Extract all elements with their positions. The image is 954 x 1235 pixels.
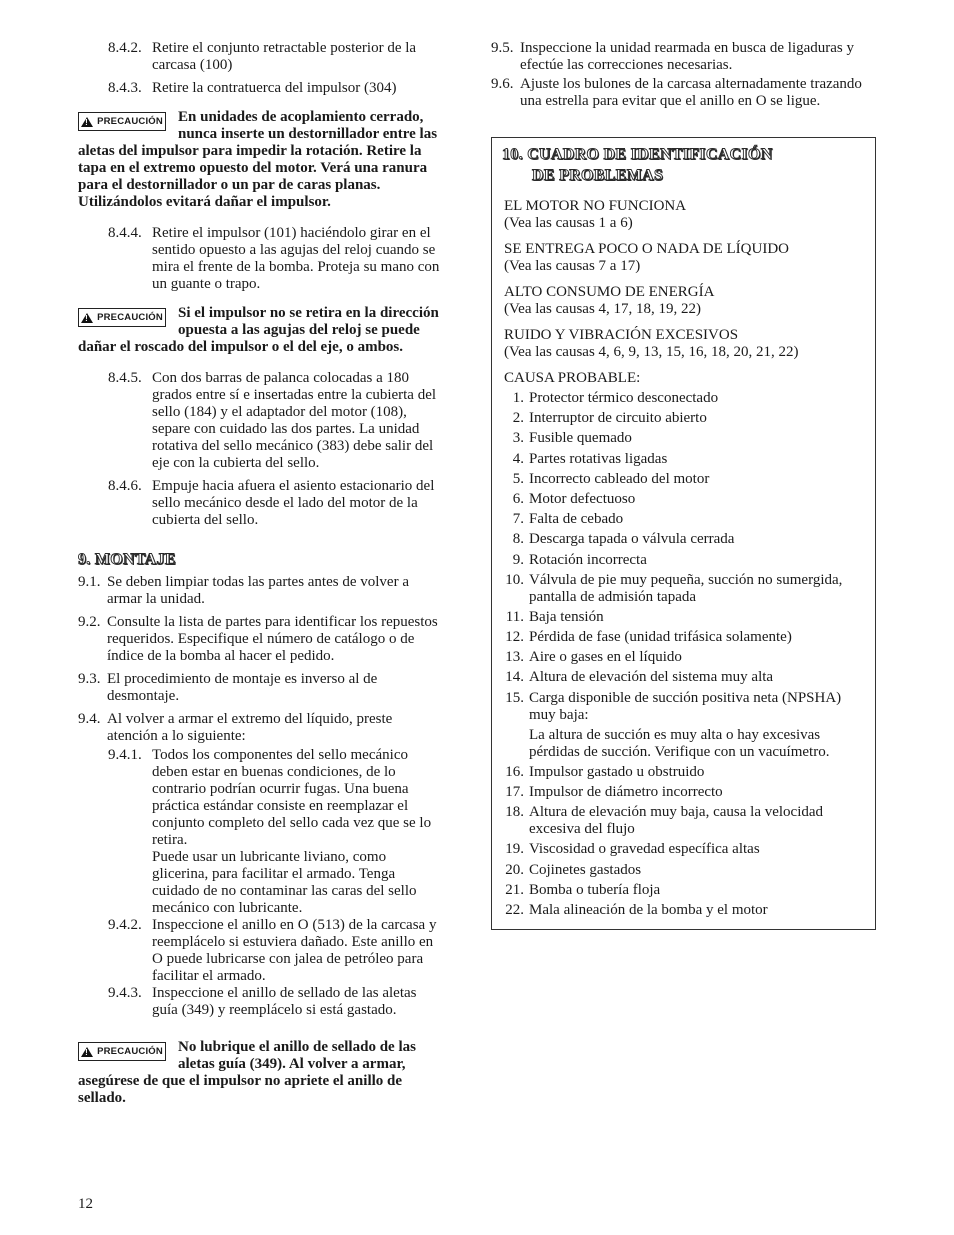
cause-number: 13. (505, 649, 524, 666)
cause-item (502, 764, 865, 781)
cause-text: Fusible quemado (529, 430, 632, 447)
cause-number: 15. (505, 689, 524, 706)
cause-number: 21. (505, 881, 524, 898)
step-number: 8.4.3. (108, 80, 142, 96)
step-9-1 (78, 574, 444, 608)
troubleshooting-table (491, 137, 876, 930)
step-text: Todos los componentes del sello mecánico deben estar en buenas condiciones, de lo contrario podrían ocurrir fugas. Una buena práctica estándar consiste en reemplazar el conjunto completo del sello cada vez que se lo retira. (152, 747, 432, 848)
cause-text: Incorrecto cableado del motor (529, 470, 710, 487)
cause-item (502, 531, 865, 548)
cause-text: Interruptor de circuito abierto (529, 410, 707, 427)
cause-text: Bomba o tubería floja (529, 881, 661, 898)
cause-number: 20. (505, 861, 524, 878)
step-number: 9.4.2. (108, 917, 142, 933)
step-number: 9.3. (78, 671, 101, 687)
step-9-5 (491, 40, 876, 74)
cause-item (502, 390, 865, 407)
cause-text: Válvula de pie muy pequeña, succión no sumergida, pantalla de admisión tapada (529, 571, 843, 605)
symptom-groups (502, 198, 865, 361)
cause-item (502, 882, 865, 899)
symptom-causes-ref: (Vea las causas 4, 17, 18, 19, 22) (504, 301, 702, 317)
cause-number: 19. (505, 841, 524, 858)
step-number: 8.4.2. (108, 40, 142, 56)
section-title-montaje: 9. MONTAJE (78, 551, 176, 568)
caution-block-2 (78, 305, 444, 356)
cause-text: Partes rotativas ligadas (529, 450, 668, 467)
cause-number: 14. (505, 669, 524, 686)
cause-number: 8. (512, 531, 524, 548)
caution-text: No lubrique el anillo de sellado de las aletas guía (349). Al volver a armar, asegúrese de que el impulsor no apriete el anillo de sellado. (78, 1039, 416, 1106)
cause-text: Rotación incorrecta (529, 551, 647, 568)
cause-text: Motor defectuoso (529, 490, 636, 507)
cause-text: Descarga tapada o válvula cerrada (529, 531, 735, 548)
step-number: 9.4. (78, 711, 101, 727)
cause-number: 1. (512, 390, 524, 406)
step-number: 8.4.6. (108, 478, 142, 494)
step-text: Con dos barras de palanca colocadas a 180 grados entre sí e insertadas entre la cubierta del sello (184) y el adaptador del motor (108), separe con cuidado las dos partes. La unidad rotativa del sello mecánico (383) debe salir del eje con la cubierta del sello. (152, 370, 437, 471)
cause-item (502, 451, 865, 468)
right-column (491, 40, 876, 116)
cause-item (502, 669, 865, 686)
cause-item (502, 690, 865, 761)
cause-number: 5. (512, 470, 524, 487)
cause-text: Falta de cebado (529, 511, 624, 528)
cause-text: Viscosidad o gravedad específica altas (529, 841, 760, 858)
symptom-title: ALTO CONSUMO DE ENERGÍA (504, 284, 715, 300)
caution-text: Si el impulsor no se retira en la dirección opuesta a las agujas del reloj se puede dañar el roscado del impulsor o el del eje, o ambos. (78, 305, 439, 355)
cause-item (502, 804, 865, 838)
section-title-line-2: DE PROBLEMAS (532, 167, 664, 184)
step-number: 8.4.5. (108, 370, 142, 386)
step-text: Empuje hacia afuera el asiento estacionario del sello mecánico desde el lado del motor de la cubierta del sello. (152, 478, 435, 528)
cause-text: Impulsor gastado u obstruido (529, 763, 705, 780)
step-text: Se deben limpiar todas las partes antes de volver a armar la unidad. (107, 574, 409, 607)
step-number: 9.4.3. (108, 985, 142, 1001)
probable-cause-label: CAUSA PROBABLE: (504, 370, 641, 386)
cause-item (502, 430, 865, 447)
step-9-4 (78, 711, 444, 745)
cause-text: Protector térmico desconectado (529, 390, 719, 406)
cause-item (502, 649, 865, 666)
cause-item (502, 410, 865, 427)
section-title-line-1: 10. CUADRO DE IDENTIFICACIÓN (502, 146, 773, 163)
symptom-causes-ref: (Vea las causas 7 a 17) (504, 258, 641, 274)
caution-badge-label: PRECAUCIÓN (97, 1046, 163, 1057)
symptom-causes-ref: (Vea las causas 4, 6, 9, 13, 15, 16, 18, 20, 21, 22) (504, 344, 799, 360)
step-text: Consulte la lista de partes para identificar los repuestos requeridos. Especifique el número de catálogo o de índice de la bomba al hacer el pedido. (107, 614, 438, 664)
cause-number: 7. (512, 511, 524, 528)
step-number: 9.6. (491, 76, 514, 92)
caution-badge (78, 112, 166, 131)
cause-item (502, 784, 865, 801)
step-text: Al volver a armar el extremo del líquido, preste atención a lo siguiente: (107, 711, 393, 744)
caution-block-3 (78, 1039, 444, 1107)
step-9-3 (78, 671, 444, 705)
step-8-4-5 (78, 370, 444, 472)
cause-text: Altura de elevación del sistema muy alta (529, 669, 774, 686)
step-number: 9.2. (78, 614, 101, 630)
step-9-2 (78, 614, 444, 665)
symptom-title: EL MOTOR NO FUNCIONA (504, 198, 687, 214)
symptom-group (502, 327, 865, 361)
warning-triangle-icon (81, 117, 93, 127)
cause-item (502, 862, 865, 879)
cause-number: 18. (505, 804, 524, 821)
cause-item (502, 609, 865, 626)
cause-number: 2. (512, 410, 524, 427)
cause-item (502, 902, 865, 919)
cause-list (502, 390, 865, 919)
symptom-group (502, 198, 865, 232)
caution-badge (78, 308, 166, 327)
warning-triangle-icon (81, 1047, 93, 1057)
caution-badge (78, 1042, 166, 1061)
symptom-group (502, 284, 865, 318)
step-text: Ajuste los bulones de la carcasa alternadamente trazando una estrella para evitar que el anillo en O se ligue. (520, 76, 862, 109)
left-column (78, 40, 444, 1121)
step-number: 8.4.4. (108, 225, 142, 241)
step-text: El procedimiento de montaje es inverso al de desmontaje. (107, 671, 378, 704)
cause-number: 9. (512, 551, 524, 568)
cause-number: 12. (505, 629, 524, 646)
cause-item (502, 471, 865, 488)
cause-text: Cojinetes gastados (529, 861, 642, 878)
cause-number: 10. (505, 571, 524, 588)
step-text-continued: Puede usar un lubricante liviano, como glicerina, para facilitar el armado. Tenga cuidado de no contaminar las caras del sello mecánico con lubricante. (152, 849, 417, 916)
step-8-4-6 (78, 478, 444, 529)
symptom-title: RUIDO Y VIBRACIÓN EXCESIVOS (504, 327, 739, 343)
cause-number: 16. (505, 763, 524, 780)
step-text: Retire el conjunto retractable posterior de la carcasa (100) (152, 40, 417, 73)
cause-number: 6. (512, 490, 524, 507)
step-number: 9.1. (78, 574, 101, 590)
step-8-4-4 (78, 225, 444, 293)
cause-number: 4. (512, 450, 524, 467)
cause-number: 17. (505, 784, 524, 800)
step-9-4-2 (78, 917, 444, 985)
cause-item (502, 511, 865, 528)
step-text: Retire el impulsor (101) haciéndolo girar en el sentido opuesto a las agujas del reloj cuando se mira el frente de la bomba. Proteja su mano con un guante o trapo. (152, 225, 440, 292)
step-8-4-2 (78, 40, 444, 74)
cause-text: Baja tensión (529, 608, 604, 625)
cause-item (502, 629, 865, 646)
cause-text: Carga disponible de succión positiva neta (NPSHA) muy baja: (529, 689, 842, 723)
cause-text: Aire o gases en el líquido (529, 649, 682, 666)
step-number: 9.4.1. (108, 747, 142, 763)
step-text: Inspeccione el anillo de sellado de las aletas guía (349) y reemplácelo si está gastado. (152, 985, 417, 1018)
caution-text: En unidades de acoplamiento cerrado, nunca inserte un destornillador entre las aletas del impulsor para impedir la rotación. Retire la tapa en el extremo opuesto del motor. Verá una ranura para el destornillador o un par de caras planas. Utilizándolos evitará dañar el impulsor. (78, 109, 438, 210)
step-8-4-3 (78, 80, 444, 97)
cause-item (502, 552, 865, 569)
step-9-4-3 (78, 985, 444, 1019)
warning-triangle-icon (81, 313, 93, 323)
cause-item (502, 841, 865, 858)
cause-number: 22. (505, 901, 524, 918)
cause-number: 11. (505, 608, 524, 625)
symptom-causes-ref: (Vea las causas 1 a 6) (504, 215, 633, 231)
symptom-group (502, 241, 865, 275)
step-number: 9.5. (491, 40, 514, 56)
cause-number: 3. (512, 430, 524, 447)
step-9-6 (491, 76, 876, 110)
cause-text: Altura de elevación muy baja, causa la velocidad excesiva del flujo (529, 804, 824, 838)
step-text: Retire la contratuerca del impulsor (304) (152, 80, 397, 96)
page-number: 12 (78, 1196, 93, 1212)
symptom-title: SE ENTREGA POCO O NADA DE LÍQUIDO (504, 241, 789, 257)
step-9-4-1 (78, 747, 444, 917)
caution-badge-label: PRECAUCIÓN (97, 116, 163, 127)
cause-text: Mala alineación de la bomba y el motor (529, 901, 768, 918)
cause-detail: La altura de succión es muy alta o hay excesivas pérdidas de succión. Verifique con un vacuímetro. (529, 726, 830, 760)
step-text: Inspeccione el anillo en O (513) de la carcasa y reemplácelo si estuviera dañado. Este anillo en O puede lubricarse con jalea de petróleo para facilitar el armado. (152, 917, 437, 984)
caution-badge-label: PRECAUCIÓN (97, 312, 163, 323)
caution-block-1 (78, 109, 444, 211)
step-text: Inspeccione la unidad rearmada en busca de ligaduras y efectúe las correcciones necesarias. (520, 40, 855, 73)
cause-item (502, 572, 865, 606)
cause-text: Pérdida de fase (unidad trifásica solamente) (529, 629, 792, 646)
section-title-troubleshooting (502, 144, 865, 186)
cause-item (502, 491, 865, 508)
cause-text: Impulsor de diámetro incorrecto (529, 784, 723, 800)
